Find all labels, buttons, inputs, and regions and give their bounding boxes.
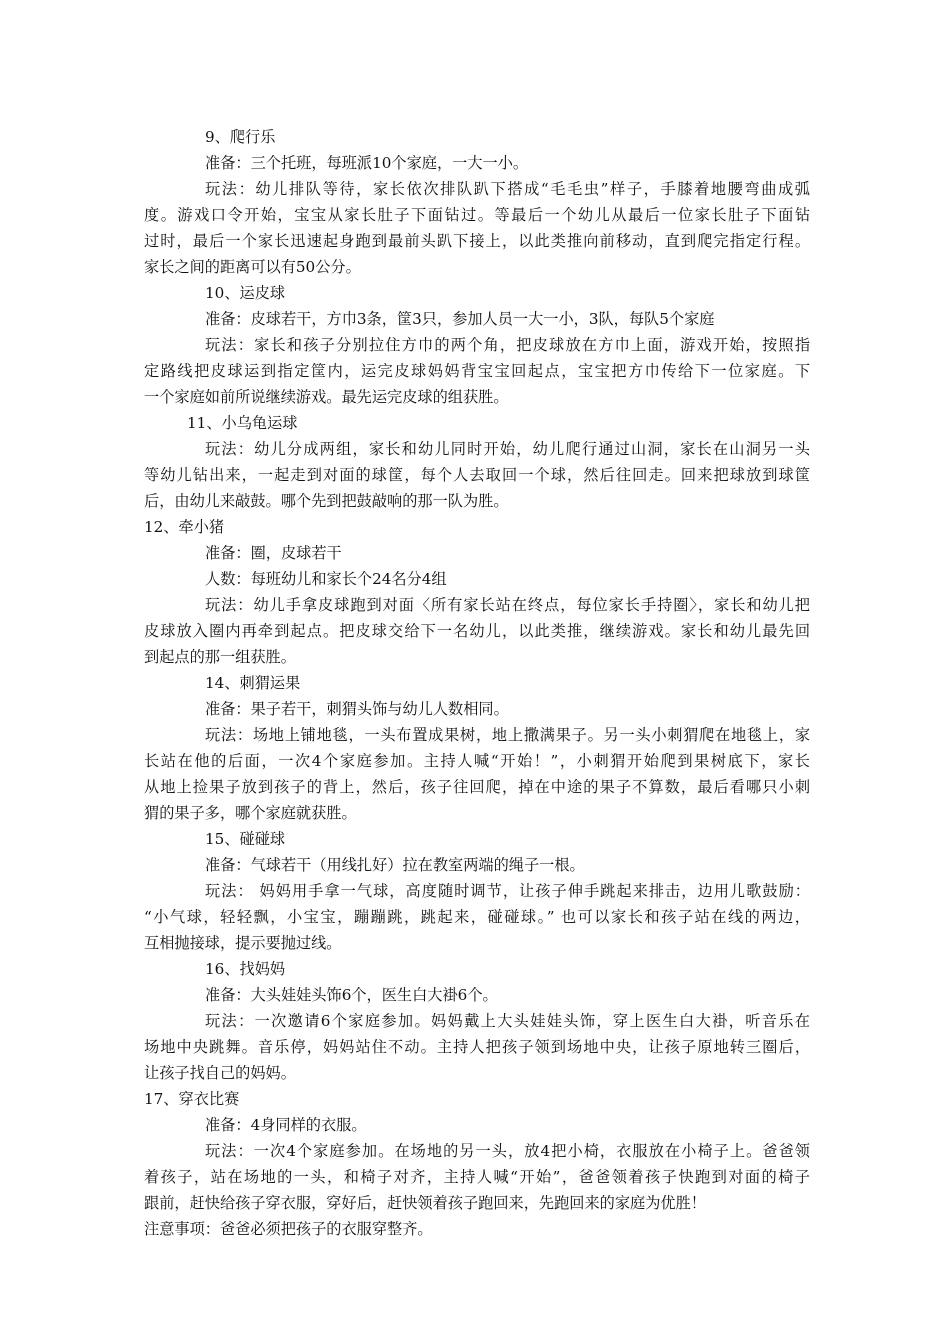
text-line: 玩法：幼儿分成两组，家长和幼儿同时开始，幼儿爬行通过山洞，家长在山洞另一头 [205,440,810,458]
text-line: 等幼儿钻出来，一起走到对面的球筐，每个人去取回一个球，然后往回走。回来把球放到球筐 [144,466,810,484]
text-line: 度。游戏口令开始，宝宝从家长肚子下面钻过。等最后一个幼儿从最后一位家长肚子下面钻 [144,206,810,224]
heading-16: 16、找妈妈 [205,960,286,978]
text-line: 准备：大头娃娃头饰6个，医生白大褂6个。 [205,986,498,1004]
text-line: 玩法：幼儿手拿皮球跑到对面〈所有家长站在终点，每位家长手持圈〉，家长和幼儿把 [205,596,810,614]
text-line: 玩法：场地上铺地毯，一头布置成果树，地上撒满果子。另一头小刺猬爬在地毯上，家 [205,726,810,744]
text-line: 着孩子，站在场地的一头，和椅子对齐，主持人喊“开始”，爸爸领着孩子快跑到对面的椅子 [144,1168,810,1186]
text-line: 互相抛接球，提示要抛过线。 [144,934,342,952]
heading-15: 15、碰碰球 [205,830,286,848]
text-line: 猬的果子多，哪个家庭就获胜。 [144,804,357,822]
text-line: 跟前，赶快给孩子穿衣服，穿好后，赶快领着孩子跑回来，先跑回来的家庭为优胜！ [144,1194,706,1212]
text-line: 到起点的那一组获胜。 [144,648,296,666]
text-line: 准备：气球若干（用线扎好）拉在教室两端的绳子一根。 [205,856,585,874]
text-line: 玩法：家长和孩子分别拉住方巾的两个角，把皮球放在方巾上面，游戏开始，按照指 [205,336,810,354]
text-line: 让孩子找自己的妈妈。 [144,1064,296,1082]
text-line: “小气球，轻轻飘，小宝宝，蹦蹦跳，跳起来，碰碰球。” 也可以家长和孩子站在线的两边， [144,908,810,926]
note-line: 注意事项：爸爸必须把孩子的衣服穿整齐。 [144,1220,433,1238]
text-line: 长站在他的后面，一次4个家庭参加。主持人喊“开始！”，小刺猬开始爬到果树底下，家长 [144,752,810,770]
text-line: 准备：圈，皮球若干 [205,544,342,562]
text-line: 后，由幼儿来敲鼓。哪个先到把鼓敲响的那一队为胜。 [144,492,509,510]
text-line: 准备：三个托班，每班派10个家庭，一大一小。 [205,154,529,172]
text-line: 人数：每班幼儿和家长个24名分4组 [205,570,447,588]
text-line: 场地中央跳舞。音乐停，妈妈站住不动。主持人把孩子领到场地中央，让孩子原地转三圈后， [144,1038,810,1056]
text-line: 皮球放入圈内再牵到起点。把皮球交给下一名幼儿，以此类推，继续游戏。家长和幼儿最先回 [144,622,810,640]
text-line: 准备：4身同样的衣服。 [205,1116,367,1134]
text-line: 定路线把皮球运到指定筐内，运完皮球妈妈背宝宝回起点，宝宝把方巾传给下一位家庭。下 [144,362,810,380]
text-line: 玩法：幼儿排队等待，家长依次排队趴下搭成“毛毛虫”样子，手膝着地腰弯曲成弧 [205,180,810,198]
text-line: 玩法：一次4个家庭参加。在场地的另一头，放4把小椅，衣服放在小椅子上。爸爸领 [205,1142,810,1160]
heading-14: 14、刺猬运果 [205,674,301,692]
text-line: 家长之间的距离可以有50公分。 [144,258,361,276]
heading-17: 17、穿衣比赛 [144,1090,240,1108]
text-line: 一个家庭如前所说继续游戏。最先运完皮球的组获胜。 [144,388,509,406]
heading-12: 12、牵小猪 [144,518,225,536]
heading-11: 11、小乌龟运球 [187,414,298,432]
heading-10: 10、运皮球 [205,284,286,302]
text-line: 过时，最后一个家长迅速起身跑到最前头趴下接上，以此类推向前移动，直到爬完指定行程。 [144,232,810,250]
text-line: 玩法：一次邀请6个家庭参加。妈妈戴上大头娃娃头饰，穿上医生白大褂，听音乐在 [205,1012,810,1030]
text-line: 玩法： 妈妈用手拿一气球，高度随时调节，让孩子伸手跳起来排击，边用儿歌鼓励： [205,882,810,900]
text-line: 从地上捡果子放到孩子的背上，然后，孩子往回爬，掉在中途的果子不算数，最后看哪只小刺 [144,778,810,796]
text-line: 准备：果子若干，刺猬头饰与幼儿人数相同。 [205,700,509,718]
text-line: 准备：皮球若干，方巾3条，筐3只，参加人员一大一小，3队，每队5个家庭 [205,310,715,328]
heading-9: 9、爬行乐 [205,128,276,146]
